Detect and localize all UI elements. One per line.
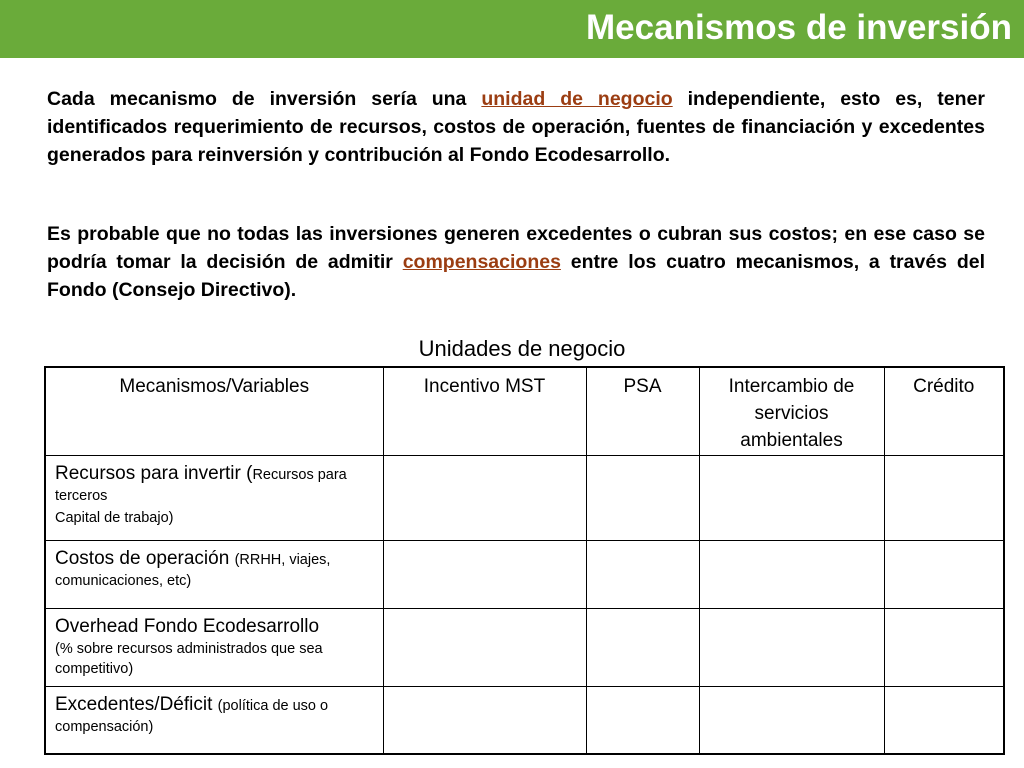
intro-paragraph-2 [47, 220, 985, 304]
unidad-de-negocio-link[interactable]: unidad de negocio [481, 88, 673, 110]
row-label-detail: (RRHH, viajes, comunicaciones, etc) [55, 551, 331, 589]
row-label-main: Costos de operación [55, 547, 235, 569]
table-cell [383, 686, 586, 754]
title-bar [0, 0, 1024, 58]
row-label-main: Recursos para invertir ( [55, 462, 253, 484]
compensaciones-link[interactable]: compensaciones [402, 251, 561, 273]
table-cell [884, 608, 1004, 686]
table-cell [383, 608, 586, 686]
table-cell [884, 686, 1004, 754]
table-row [45, 540, 1004, 608]
table-row [45, 455, 1004, 540]
para1-text-before: Cada mecanismo de inversión sería una [47, 88, 482, 110]
table-cell [699, 455, 884, 540]
table-row [45, 686, 1004, 754]
row-label-excedentes [45, 686, 383, 754]
table-cell [586, 540, 699, 608]
para2-text-before: Es probable que no todas las inversiones generen excedentes o cubran sus costos; en ese caso se podría tomar la decisión de admitir [47, 223, 985, 273]
table-caption: Unidades de negocio [418, 336, 626, 361]
table-cell [699, 608, 884, 686]
para1-text-after: independiente, esto es, tener identificados requerimiento de recursos, costos de operación, fuentes de financiación y excedentes generados para reinversión y contribución al Fondo Ecodesarrollo. [47, 88, 985, 166]
para2-text-after: entre los cuatro mecanismos, a través del Fondo (Consejo Directivo). [47, 251, 985, 301]
table-cell [699, 686, 884, 754]
row-label-recursos [45, 455, 383, 540]
table-cell [586, 455, 699, 540]
row-label-main: Overhead Fondo Ecodesarrollo [55, 615, 320, 637]
table-cell [383, 540, 586, 608]
row-label-detail: Recursos para terceros [55, 466, 347, 504]
column-header-credito: Crédito [884, 367, 1004, 455]
table-cell [884, 540, 1004, 608]
row-label-costos [45, 540, 383, 608]
business-units-table [44, 366, 1005, 755]
intro-paragraph-1 [47, 85, 985, 169]
table-cell [586, 686, 699, 754]
column-header-mechanisms: Mecanismos/Variables [45, 367, 383, 455]
table-cell [383, 455, 586, 540]
table-cell [699, 540, 884, 608]
column-header-incentivo-mst: Incentivo MST [383, 367, 586, 455]
column-header-psa: PSA [586, 367, 699, 455]
table-header-row [45, 367, 1004, 455]
column-header-intercambio: Intercambio de servicios ambientales [699, 367, 884, 455]
row-label-detail: (política de uso o compensación) [55, 697, 329, 735]
row-label-overhead [45, 608, 383, 686]
slide-title: Mecanismos de inversión [586, 8, 1012, 47]
row-label-detail: Capital de trabajo) [55, 509, 174, 526]
row-label-main: Excedentes/Déficit [55, 693, 218, 715]
row-label-detail: (% sobre recursos administrados que sea competitivo) [55, 640, 323, 677]
table-cell [586, 608, 699, 686]
table-row [45, 608, 1004, 686]
table-cell [884, 455, 1004, 540]
